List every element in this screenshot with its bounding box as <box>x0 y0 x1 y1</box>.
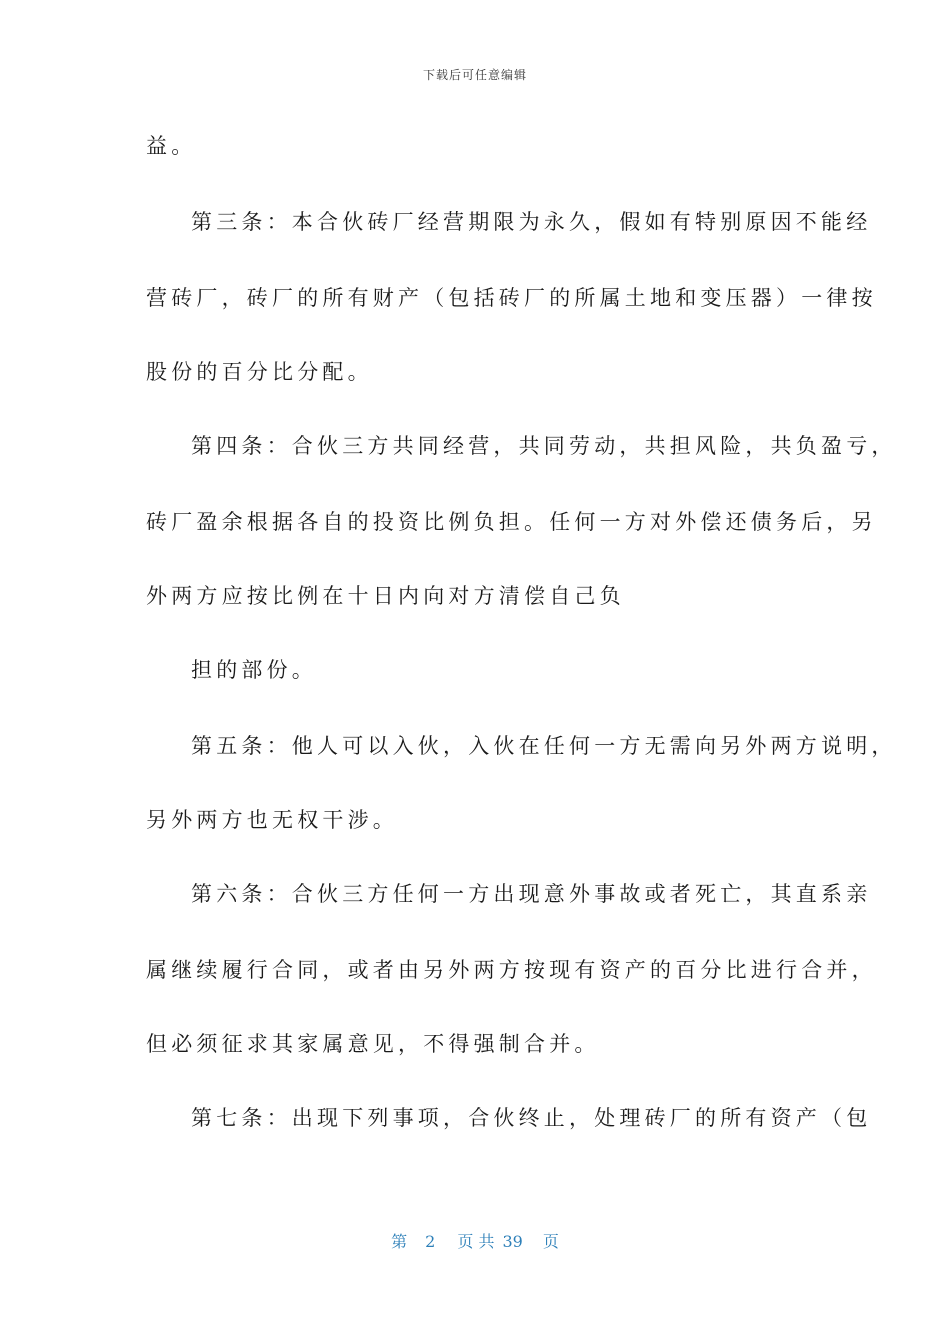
text-line: 属继续履行合同，或者由另外两方按现有资产的百分比进行合并， <box>146 958 877 982</box>
article-4-line: 第四条：合伙三方共同经营，共同劳动，共担风险，共负盈亏， <box>191 434 897 458</box>
text-line: 营砖厂，砖厂的所有财产（包括砖厂的所属土地和变压器）一律按 <box>146 286 877 310</box>
footer-page-number: 2 <box>425 1232 436 1251</box>
text-line: 股份的百分比分配。 <box>146 360 373 384</box>
text-line: 砖厂盈余根据各自的投资比例负担。任何一方对外偿还债务后，另 <box>146 510 877 534</box>
article-3-line: 第三条：本合伙砖厂经营期限为永久，假如有特别原因不能经 <box>191 210 872 234</box>
article-5-line: 第五条：他人可以入伙，入伙在任何一方无需向另外两方说明， <box>191 734 897 758</box>
page-header-note: 下载后可任意编辑 <box>422 68 527 82</box>
text-line: 外两方应按比例在十日内向对方清偿自己负 <box>146 584 625 608</box>
text-line: 益。 <box>146 134 197 158</box>
text-line: 担的部份。 <box>191 658 317 682</box>
article-6-line: 第六条：合伙三方任何一方出现意外事故或者死亡，其直系亲 <box>191 882 872 906</box>
footer-total-pages: 39 <box>502 1232 523 1251</box>
page-footer <box>0 1229 950 1252</box>
text-line: 另外两方也无权干涉。 <box>146 808 398 832</box>
footer-label-ye-gong: 页 共 <box>457 1232 495 1251</box>
text-line: 但必须征求其家属意见，不得强制合并。 <box>146 1032 600 1056</box>
article-7-line: 第七条：出现下列事项，合伙终止，处理砖厂的所有资产（包 <box>191 1106 872 1130</box>
footer-label-ye: 页 <box>542 1232 559 1251</box>
footer-label-di: 第 <box>391 1232 408 1251</box>
